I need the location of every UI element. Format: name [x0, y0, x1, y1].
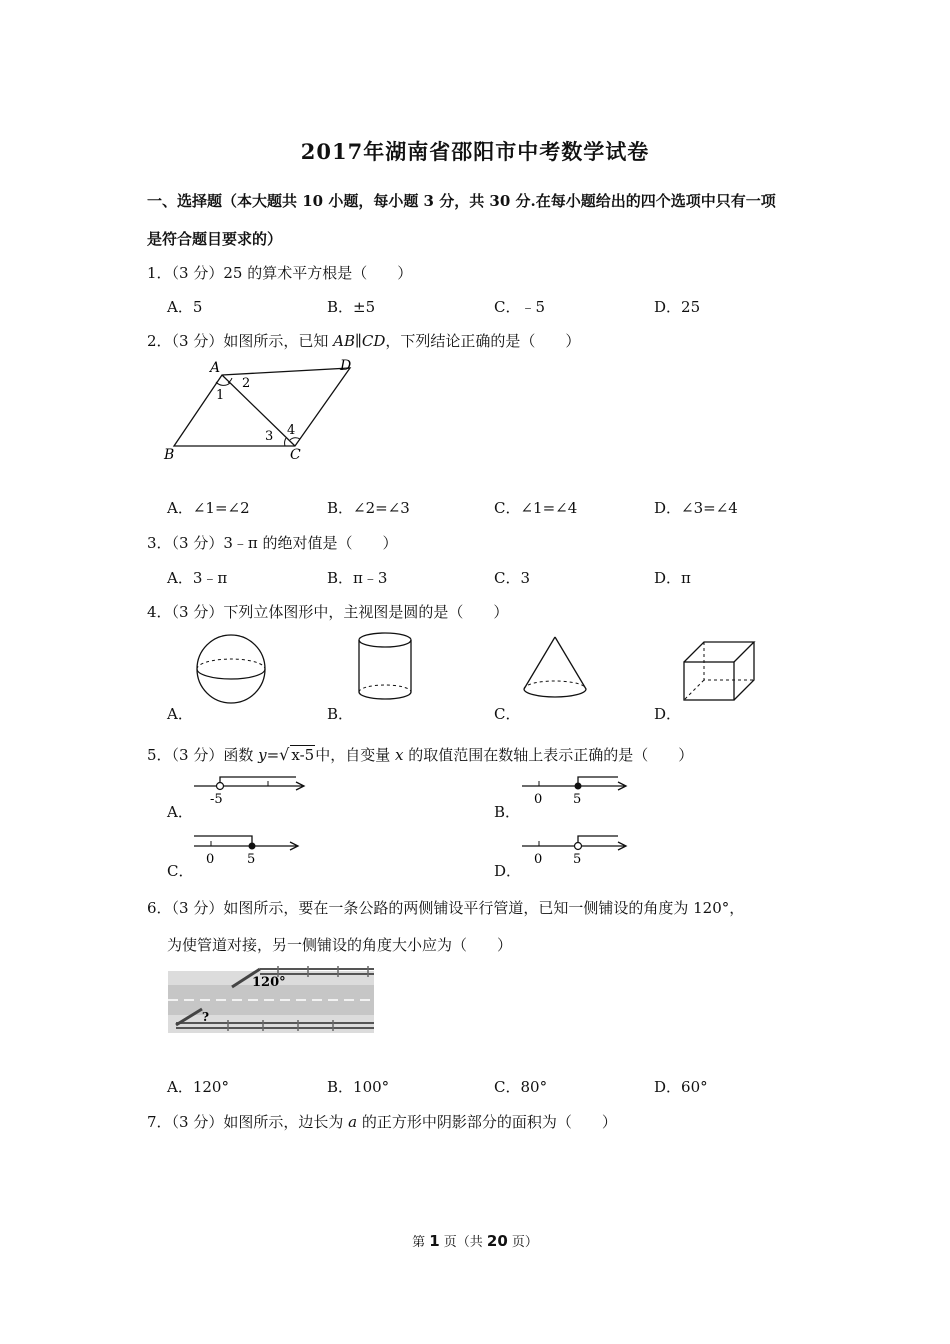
vertex-c-label: C	[290, 447, 301, 463]
diagonal-ac	[222, 375, 295, 446]
cube-icon	[680, 637, 760, 705]
number-line-b	[520, 774, 640, 808]
q2-option-d: D．∠3=∠4	[654, 499, 738, 517]
footer-page-number: 1	[429, 1232, 440, 1250]
q4-option-b: B．	[327, 705, 354, 723]
footer-prefix: 第	[412, 1235, 430, 1250]
number-line-b-five: 5	[573, 792, 582, 807]
q5-stem-mid: 中，自变量	[315, 746, 395, 764]
section-heading: 一、选择题（本大题共 10 小题，每小题 3 分，共 30 分.在每小题给出的四个选项中只有一项	[147, 192, 776, 210]
angle-4-arc	[290, 438, 300, 440]
section-heading-cont: 是符合题目要求的）	[147, 230, 283, 248]
number-line-a	[192, 774, 312, 808]
question-1-stem: 1．（3 分）25 的算术平方根是（ ）	[147, 264, 413, 282]
q3-option-c: C．3	[494, 569, 531, 587]
q4-option-c: C．	[494, 705, 521, 723]
parallelogram-figure	[160, 356, 365, 466]
q2-stem-suffix: ，下列结论正确的是（ ）	[385, 332, 581, 350]
question-6-stem-cont: 为使管道对接，另一侧铺设的角度大小应为（ ）	[167, 936, 513, 954]
q7-stem-prefix: 7．（3 分）如图所示，边长为	[147, 1113, 349, 1131]
footer-suffix: 页）	[507, 1235, 538, 1250]
question-3-stem: 3．（3 分）3﹣π 的绝对值是（ ）	[147, 534, 398, 552]
cone-icon	[518, 634, 592, 702]
angle-2-label: 2	[242, 376, 251, 391]
q2-option-c: C．∠1=∠4	[494, 499, 578, 517]
q6-option-b: B．100°	[327, 1078, 390, 1096]
number-line-a-label: -5	[210, 792, 223, 807]
q5-function-lhs: y=	[258, 746, 280, 764]
page-footer	[0, 1231, 950, 1250]
q5-option-d: D．	[494, 862, 522, 880]
q6-option-a: A．120°	[167, 1078, 229, 1096]
vertex-a-label: A	[210, 360, 221, 376]
number-line-c	[192, 832, 307, 866]
question-5-stem	[147, 744, 693, 765]
question-4-stem: 4．（3 分）下列立体图形中，主视图是圆的是（ ）	[147, 603, 509, 621]
q5-stem-suffix: 的取值范围在数轴上表示正确的是（ ）	[403, 746, 694, 764]
footer-mid: 页（共	[439, 1235, 487, 1250]
q3-option-d: D．π	[654, 569, 691, 587]
parallelogram-shape	[174, 368, 350, 446]
q4-option-a: A．	[167, 705, 193, 723]
q2-stem-prefix: 2．（3 分）如图所示，已知	[147, 332, 334, 350]
q5-option-c: C．	[167, 862, 194, 880]
q5-stem-prefix: 5．（3 分）函数	[147, 746, 259, 764]
angle-3-label: 3	[265, 429, 274, 444]
q1-option-a: A．5	[167, 298, 203, 316]
angle-1-label: 1	[216, 388, 225, 403]
angle-3-arc	[285, 438, 286, 446]
pipeline-road-figure	[168, 963, 376, 1035]
vertex-d-label: D	[340, 358, 352, 374]
page-title: 2017年湖南省邵阳市中考数学试卷	[300, 139, 650, 164]
question-7-stem	[147, 1111, 617, 1132]
angle-4-label: 4	[287, 423, 296, 438]
pipeline-angle-label: 120°	[252, 975, 286, 990]
q3-option-b: B．π﹣3	[327, 569, 388, 587]
q5-option-b: B．	[494, 803, 521, 821]
question-2-stem	[147, 330, 580, 351]
number-line-d-zero: 0	[534, 852, 543, 866]
footer-total-pages: 20	[486, 1232, 508, 1250]
q6-option-c: C．80°	[494, 1078, 548, 1096]
q2-stem-parallel: AB∥CD	[333, 332, 386, 350]
q4-option-d: D．	[654, 705, 682, 723]
q1-option-d: D．25	[654, 298, 701, 316]
q5-radicand: x-5	[291, 746, 315, 764]
q7-stem-suffix: 的正方形中阴影部分的面积为（ ）	[357, 1113, 617, 1131]
question-6-stem: 6．（3 分）如图所示，要在一条公路的两侧铺设平行管道，已知一侧铺设的角度为 120°，	[147, 899, 745, 917]
q1-option-b: B．±5	[327, 298, 376, 316]
vertex-b-label: B	[164, 447, 175, 463]
number-line-c-zero: 0	[206, 852, 215, 866]
q2-option-b: B．∠2=∠3	[327, 499, 410, 517]
pipeline-unknown-label: ?	[202, 1010, 210, 1024]
number-line-d-five: 5	[573, 852, 582, 866]
q2-option-a: A．∠1=∠2	[167, 499, 250, 517]
number-line-b-zero: 0	[534, 792, 543, 807]
q3-option-a: A．3﹣π	[167, 569, 228, 587]
radical-sign-icon: √	[279, 745, 290, 764]
q5-option-a: A．	[167, 803, 193, 821]
q5-variable: x	[394, 746, 404, 764]
number-line-c-five: 5	[247, 852, 256, 866]
q1-option-c: C．﹣5	[494, 298, 546, 316]
cylinder-icon	[354, 630, 416, 704]
number-line-d	[520, 832, 640, 866]
q7-variable: a	[348, 1113, 358, 1131]
sphere-icon	[192, 632, 272, 710]
q6-option-d: D．60°	[654, 1078, 708, 1096]
